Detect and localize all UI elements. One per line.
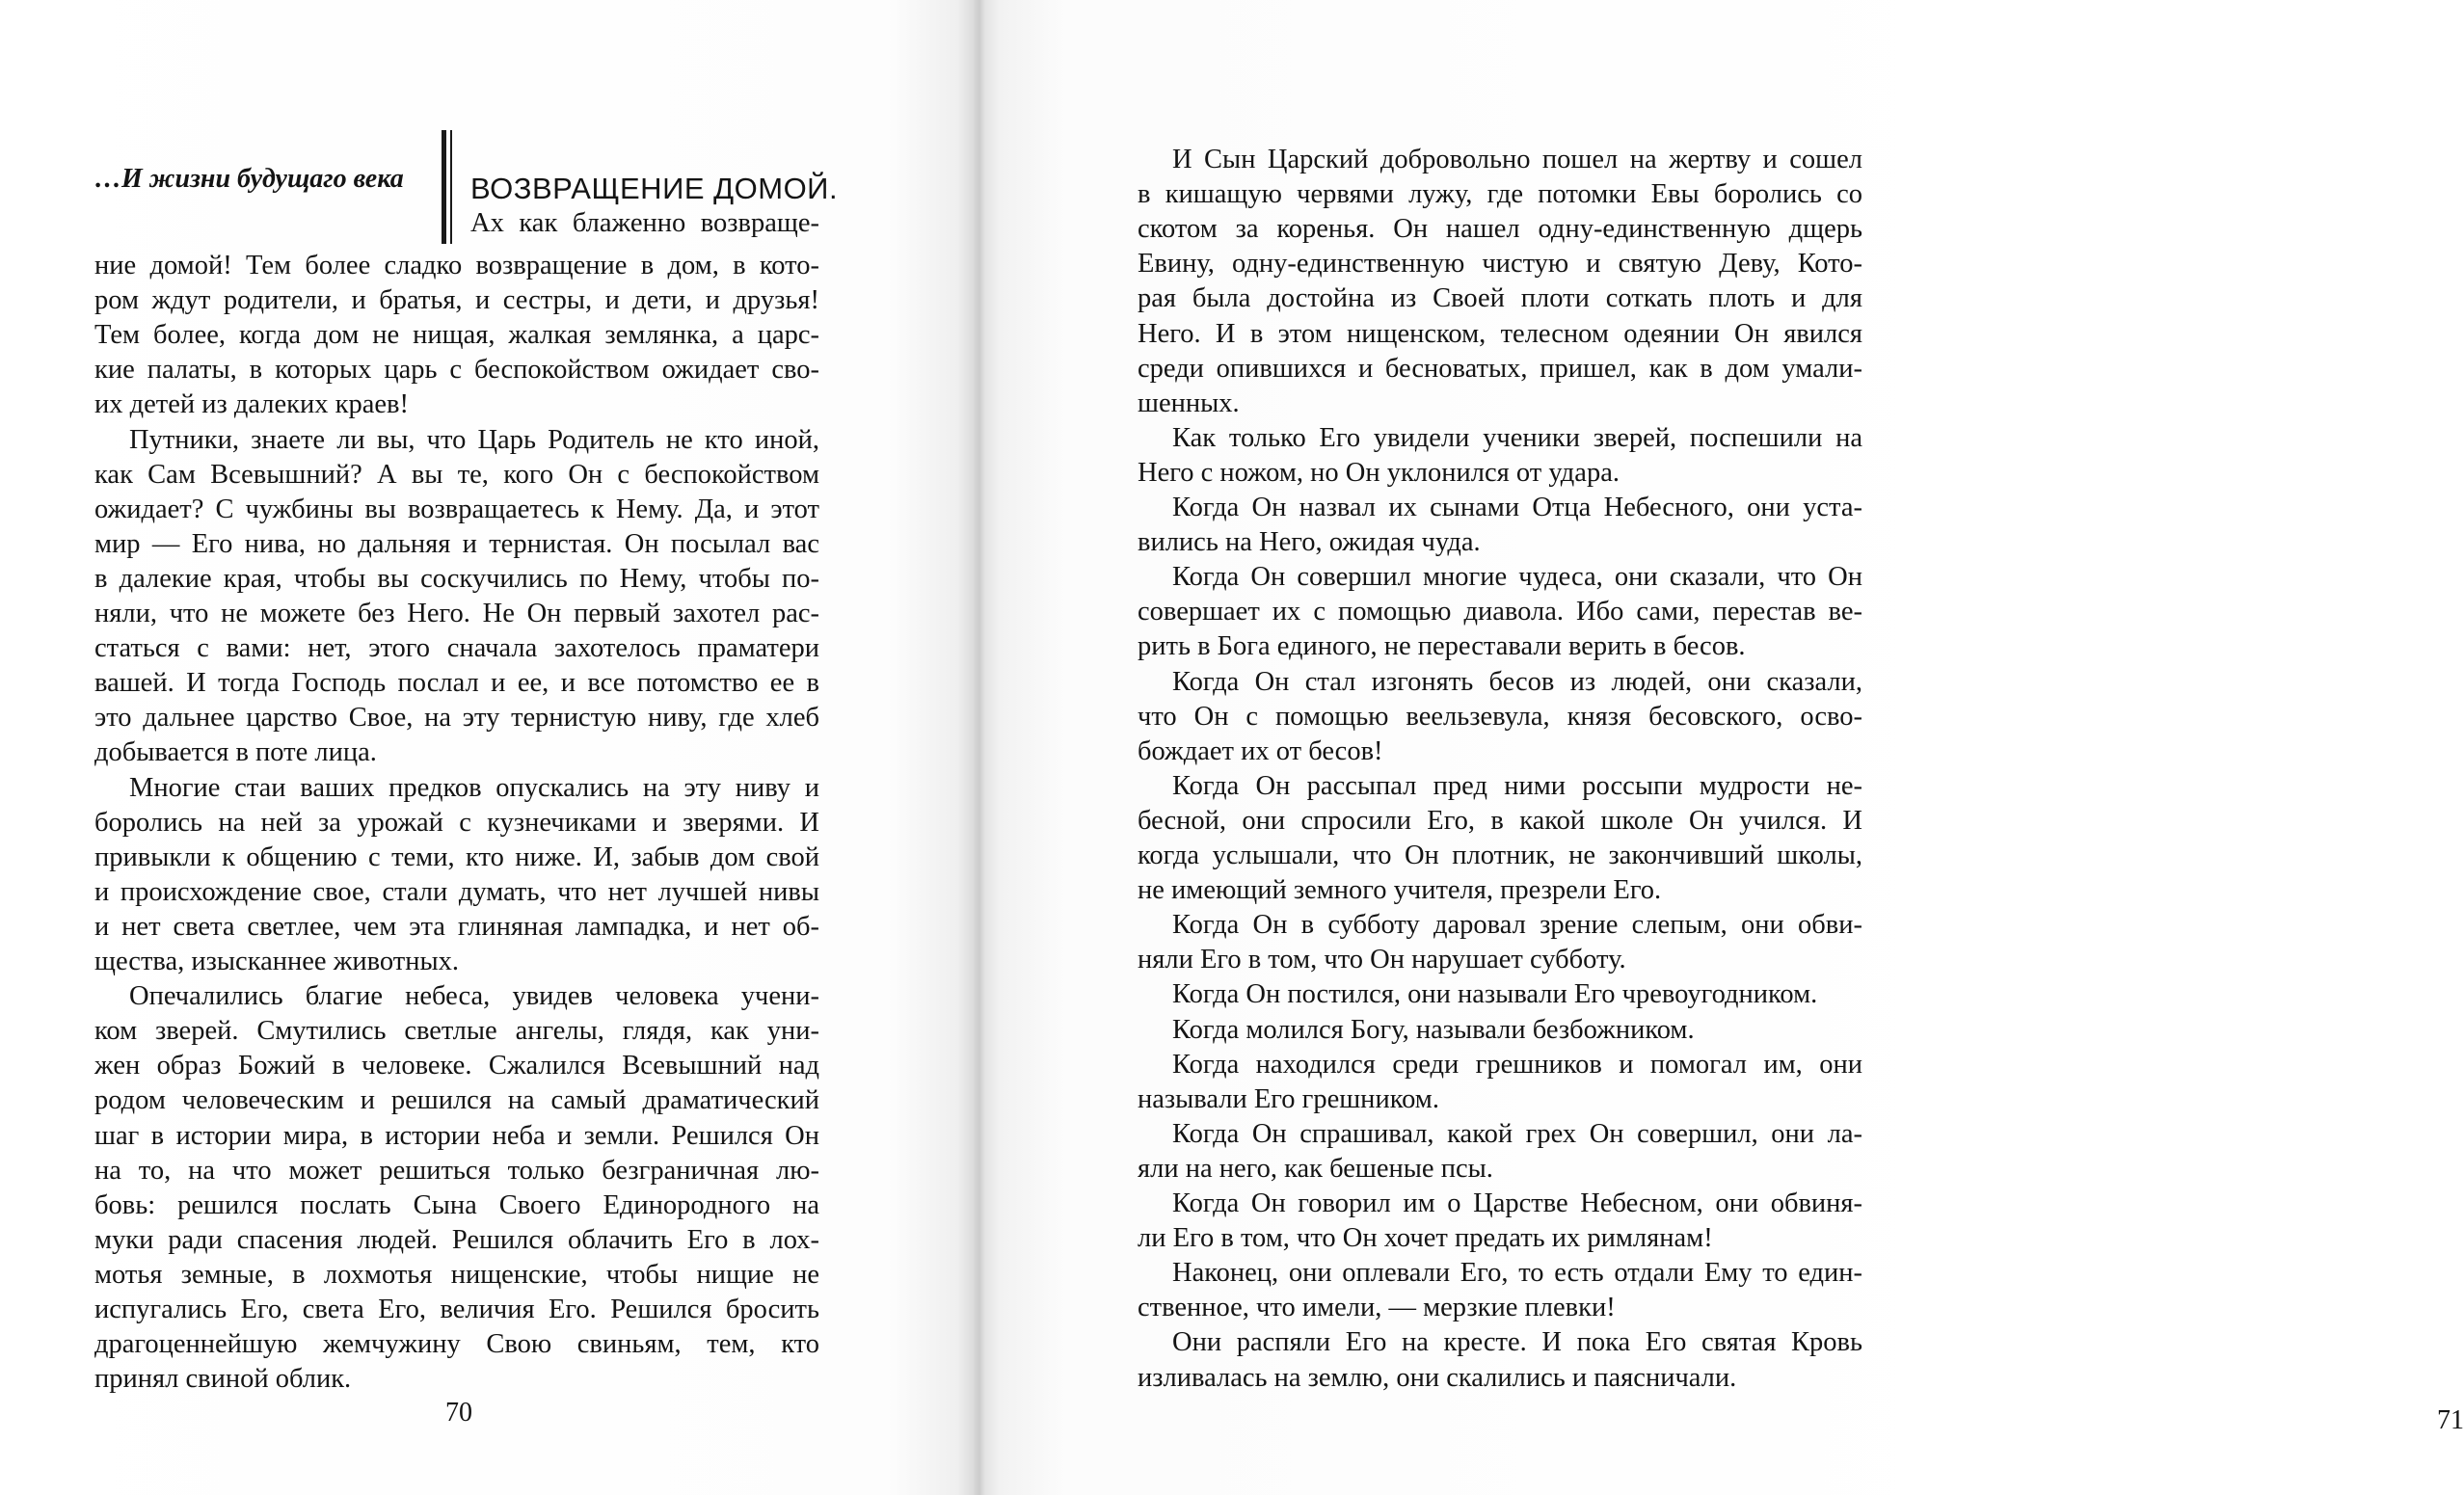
chapter-title: ВОЗВРАЩЕНИЕ ДОМОЙ. bbox=[470, 172, 839, 205]
text-line: Когда Он постился, они называли Его чревоугодником. bbox=[1172, 979, 1818, 1010]
text-line: бесной, они спросили Его, в какой школе Он учился. И bbox=[1138, 805, 1862, 836]
text-line: изливалась на землю, они скалились и паясничали. bbox=[1138, 1362, 1737, 1393]
text-line: Когда Он спрашивал, какой грех Он совершил, они ла- bbox=[1172, 1118, 1862, 1149]
text-line: ственное, что имели, — мерзкие плевки! bbox=[1138, 1293, 1616, 1323]
page-number: 71 bbox=[2437, 1405, 2464, 1435]
text-line: кие палаты, в которых царь с беспокойством ожидает сво- bbox=[94, 355, 819, 386]
text-line: жен образ Божий в человеке. Сжалился Всевышний над bbox=[94, 1051, 819, 1081]
text-line: ком зверей. Смутились светлые ангелы, глядя, как уни- bbox=[94, 1016, 819, 1047]
text-line: в кишащую червями лужу, где потомки Евы боролись со bbox=[1138, 179, 1862, 210]
text-line: няли, что не можете без Него. Не Он первый захотел рас- bbox=[94, 599, 819, 628]
text-line: статься с вами: нет, этого сначала захотелось праматери bbox=[94, 633, 819, 664]
text-line: Когда Он в субботу даровал зрение слепым, они обви- bbox=[1172, 910, 1862, 941]
text-line: няли Его в том, что Он нарушает субботу. bbox=[1138, 945, 1626, 975]
text-line: что Он с помощью веельзевула, князя бесовского, осво- bbox=[1138, 701, 1862, 732]
text-line: Евину, одну-единственную чистую и святую Деву, Кото- bbox=[1138, 249, 1862, 280]
text-line: Опечалились благие небеса, увидев человека учени- bbox=[129, 981, 819, 1012]
text-line: яли на него, как бешеные псы. bbox=[1138, 1153, 1493, 1184]
text-line: и происхождение свое, стали думать, что нет лучшей нивы bbox=[94, 876, 819, 907]
text-line: не имеющий земного учителя, презрели Его. bbox=[1138, 875, 1662, 906]
text-line: ли Его в том, что Он хочет предать их римлянам! bbox=[1138, 1223, 1713, 1254]
text-line: привыкли к общению с теми, кто ниже. И, забыв дом свой bbox=[94, 841, 819, 872]
text-line: вились на Него, ожидая чуда. bbox=[1138, 527, 1481, 558]
text-line: Когда молился Богу, называли безбожником. bbox=[1172, 1014, 1695, 1045]
text-line: называли Его грешником. bbox=[1138, 1083, 1439, 1114]
text-line: шенных. bbox=[1138, 387, 1240, 418]
text-line: Него. И в этом нищенском, телесном одеянии Он явился bbox=[1138, 318, 1862, 349]
text-line: боролись на ней за урожай с кузнечиками и зверями. И bbox=[94, 807, 819, 838]
text-line: их детей из далеких краев! bbox=[94, 389, 409, 420]
text-line: испугались Его, света Его, величия Его. Решился бросить bbox=[94, 1295, 819, 1324]
text-line: мир — Его нива, но дальняя и тернистая. Он посылал вас bbox=[94, 528, 819, 559]
text-line: среди опившихся и бесноватых, пришел, как в дом умали- bbox=[1138, 353, 1862, 384]
text-line: вашей. И тогда Господь послал и ее, и все потомство ее в bbox=[94, 668, 819, 699]
text-line: Ах как блаженно возвраще- bbox=[470, 208, 819, 238]
text-line: Него с ножом, но Он уклонился от удара. bbox=[1138, 457, 1620, 488]
text-line: рая была достойна из Своей плоти соткать плоть и для bbox=[1138, 283, 1862, 314]
text-line: щества, изысканнее животных. bbox=[94, 947, 460, 976]
text-line: как Сам Всевышний? А вы те, кого Он с беспокойством bbox=[94, 459, 819, 490]
text-line: принял свиной облик. bbox=[94, 1364, 352, 1395]
text-line: совершает их с помощью диавола. Ибо сами, перестав ве- bbox=[1138, 597, 1862, 627]
text-line: Когда Он совершил многие чудеса, они сказали, что Он bbox=[1172, 562, 1862, 593]
text-line: родом человеческим и решился на самый драматический bbox=[94, 1085, 819, 1116]
text-line: Когда Он стал изгонять бесов из людей, они сказали, bbox=[1172, 666, 1862, 697]
text-line: Тем более, когда дом не нищая, жалкая землянка, а царс- bbox=[94, 320, 819, 351]
text-line: мотья земные, в лохмотья нищенские, чтобы нищие не bbox=[94, 1259, 819, 1290]
text-line: муки ради спасения людей. Решился облачить Его в лох- bbox=[94, 1224, 819, 1255]
text-line: и нет света светлее, чем эта глиняная лампадка, и нет об- bbox=[94, 911, 819, 942]
running-head: …И жизни будущаго века bbox=[94, 164, 404, 194]
text-line: когда услышали, что Он плотник, не закончивший школы, bbox=[1138, 841, 1862, 870]
text-line: И Сын Царский добровольно пошел на жертву и сошел bbox=[1172, 145, 1862, 174]
text-line: ром ждут родители, и братья, и сестры, и дети, и друзья! bbox=[94, 285, 819, 316]
left-page bbox=[0, 0, 964, 1495]
text-line: скотом за коренья. Он нашел одну-единственную дщерь bbox=[1138, 214, 1862, 245]
text-line: в далекие края, чтобы вы соскучились по Нему, чтобы по- bbox=[94, 563, 819, 594]
text-line: Путники, знаете ли вы, что Царь Родитель не кто иной, bbox=[129, 424, 819, 455]
page-number: 70 bbox=[445, 1398, 472, 1428]
text-line: на то, на что может решиться только безграничная лю- bbox=[94, 1155, 819, 1186]
book-gutter bbox=[974, 0, 985, 1495]
text-line: это дальнее царство Свое, на эту тернистую ниву, где хлеб bbox=[94, 703, 819, 734]
text-line: бождает их от бесов! bbox=[1138, 735, 1383, 766]
text-line: Когда Он говорил им о Царстве Небесном, они обвиня- bbox=[1172, 1188, 1862, 1218]
text-line: шаг в истории мира, в истории неба и земли. Решился Он bbox=[94, 1120, 819, 1151]
text-line: Они распяли Его на кресте. И пока Его святая Кровь bbox=[1172, 1327, 1862, 1358]
text-line: бовь: решился послать Сына Своего Единородного на bbox=[94, 1189, 819, 1220]
text-line: Наконец, они оплевали Его, то есть отдали Ему то един- bbox=[1172, 1258, 1862, 1289]
heading-rule-thin bbox=[450, 130, 452, 244]
right-page bbox=[993, 0, 2464, 1495]
text-line: Когда находился среди грешников и помогал им, они bbox=[1172, 1049, 1862, 1080]
text-line: драгоценнейшую жемчужину Свою свиньям, тем, кто bbox=[94, 1329, 819, 1360]
text-line: Как только Его увидели ученики зверей, поспешили на bbox=[1172, 422, 1862, 453]
text-line: Когда Он назвал их сынами Отца Небесного, они уста- bbox=[1172, 493, 1862, 522]
text-line: Многие стаи ваших предков опускались на эту ниву и bbox=[129, 772, 819, 803]
heading-rule-thick bbox=[442, 130, 446, 244]
text-line: ожидает? С чужбины вы возвращаетесь к Нему. Да, и этот bbox=[94, 494, 819, 524]
text-line: Когда Он рассыпал пред ними россыпи мудрости не- bbox=[1172, 770, 1862, 801]
text-line: ние домой! Тем более сладко возвращение в дом, в кото- bbox=[94, 251, 819, 280]
text-line: добывается в поте лица. bbox=[94, 737, 377, 768]
text-line: рить в Бога единого, не переставали верить в бесов. bbox=[1138, 631, 1746, 662]
